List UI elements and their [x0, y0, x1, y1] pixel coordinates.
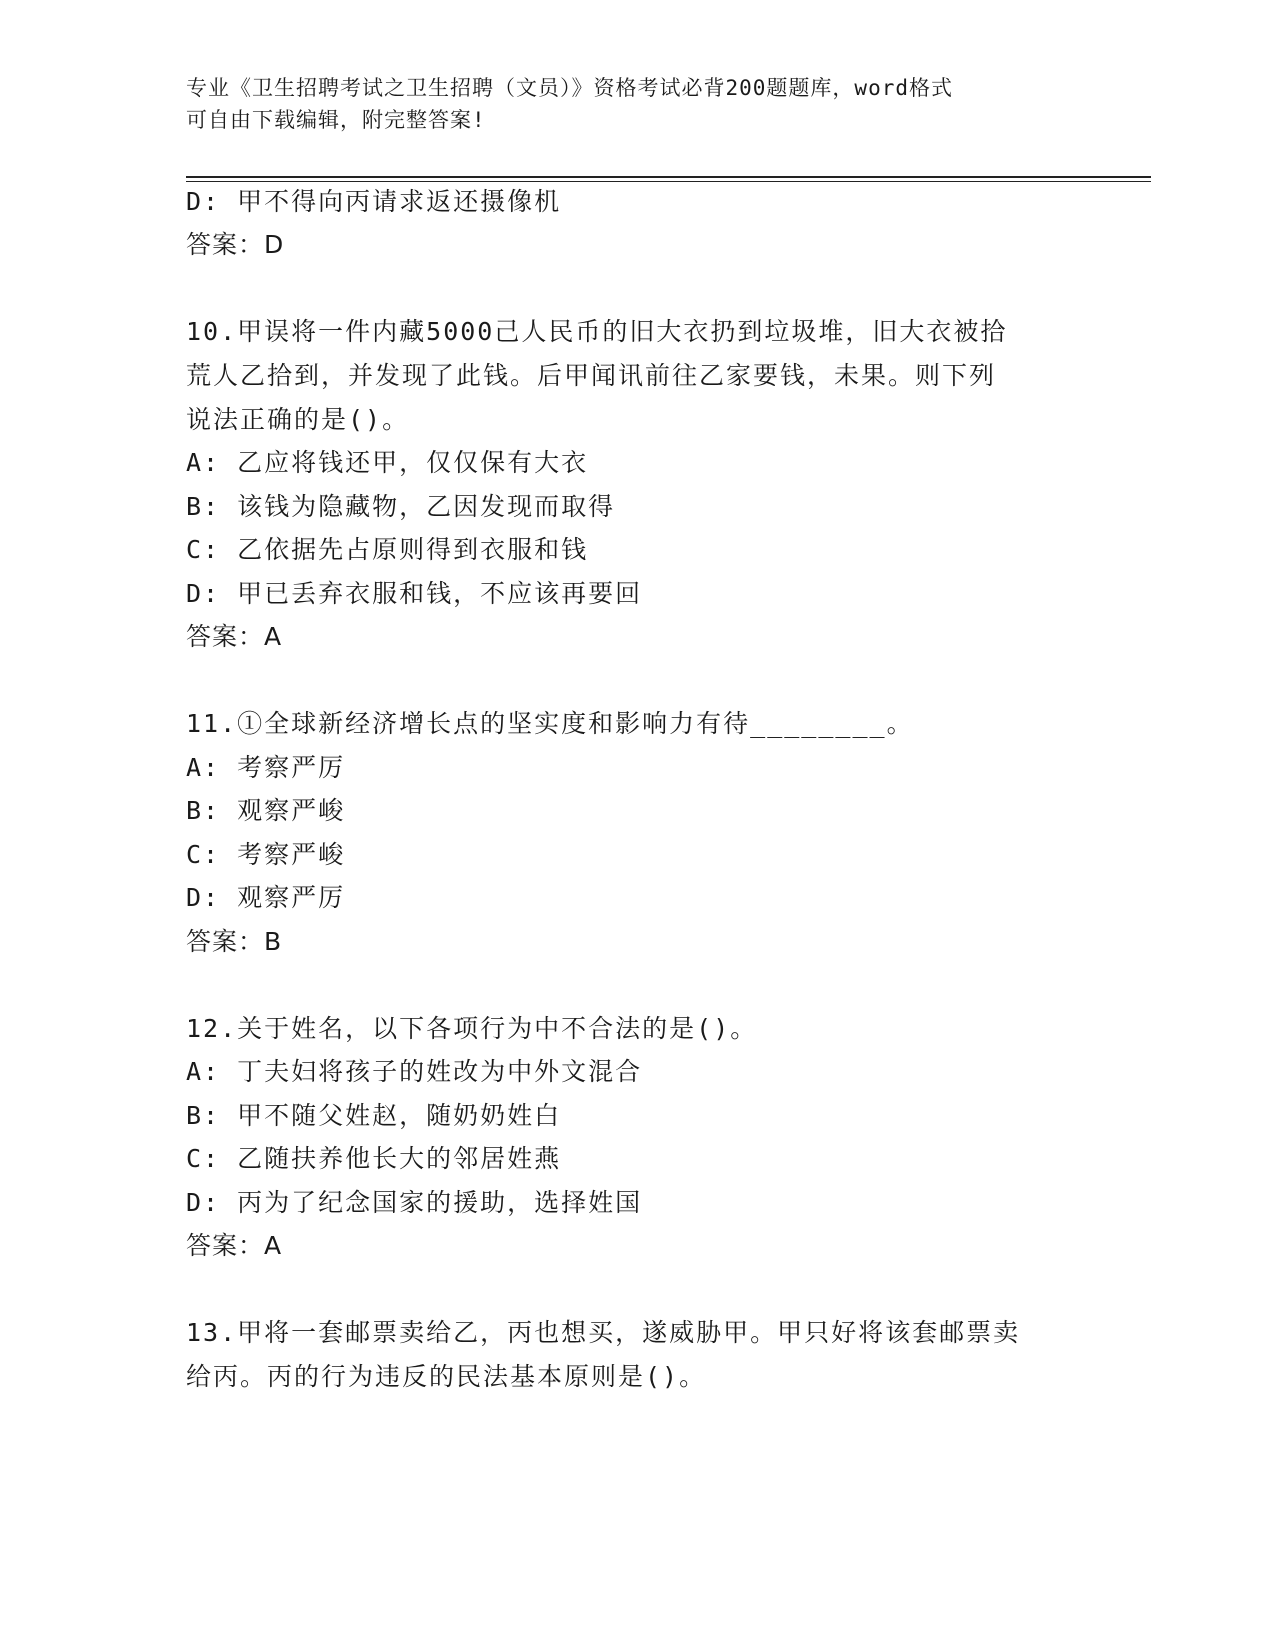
q10-option-c: C: 乙依据先占原则得到衣服和钱 [186, 535, 589, 564]
q12-stem: 12.关于姓名，以下各项行为中不合法的是()。 [186, 1014, 758, 1043]
document-header [186, 72, 1066, 136]
q11-option-c: C: 考察严峻 [186, 840, 346, 869]
q13-stem-line-2: 给丙。丙的行为违反的民法基本原则是()。 [186, 1362, 707, 1391]
q10-option-d: D: 甲已丢弃衣服和钱，不应该再要回 [186, 579, 643, 608]
prev-option-d: D: 甲不得向丙请求返还摄像机 [186, 187, 562, 216]
q12-option-d: D: 丙为了纪念国家的援助，选择姓国 [186, 1188, 643, 1217]
q11-answer: 答案：B [186, 927, 283, 956]
prev-answer: 答案：D [186, 230, 285, 259]
q11-option-b: B: 观察严峻 [186, 796, 346, 825]
q11-option-d: D: 观察严厉 [186, 883, 346, 912]
q10-stem-line-2: 荒人乙拾到，并发现了此钱。后甲闻讯前往乙家要钱，未果。则下列 [186, 361, 997, 390]
q11-stem: 11.①全球新经济增长点的坚实度和影响力有待________。 [186, 709, 914, 738]
q12-answer: 答案：A [186, 1231, 283, 1260]
q10-stem-line-1: 10.甲误将一件内藏5000己人民币的旧大衣扔到垃圾堆，旧大衣被拾 [186, 317, 1008, 346]
header-divider-thin [186, 181, 1151, 182]
q11-option-a: A: 考察严厉 [186, 753, 346, 782]
header-title-line-1: 专业《卫生招聘考试之卫生招聘（文员）》资格考试必背200题题库，word格式 [186, 76, 953, 100]
header-title-line-2: 可自由下载编辑，附完整答案! [186, 108, 486, 132]
q10-option-a: A: 乙应将钱还甲，仅仅保有大衣 [186, 448, 589, 477]
header-divider-thick [186, 176, 1151, 178]
q10-answer: 答案：A [186, 622, 283, 651]
q10-option-b: B: 该钱为隐藏物，乙因发现而取得 [186, 492, 616, 521]
q13-stem-line-1: 13.甲将一套邮票卖给乙，丙也想买，遂威胁甲。甲只好将该套邮票卖 [186, 1318, 1021, 1347]
q12-option-a: A: 丁夫妇将孩子的姓改为中外文混合 [186, 1057, 643, 1086]
q10-stem-line-3: 说法正确的是()。 [186, 405, 410, 434]
q12-option-b: B: 甲不随父姓赵，随奶奶姓白 [186, 1101, 562, 1130]
q12-option-c: C: 乙随扶养他长大的邻居姓燕 [186, 1144, 562, 1173]
